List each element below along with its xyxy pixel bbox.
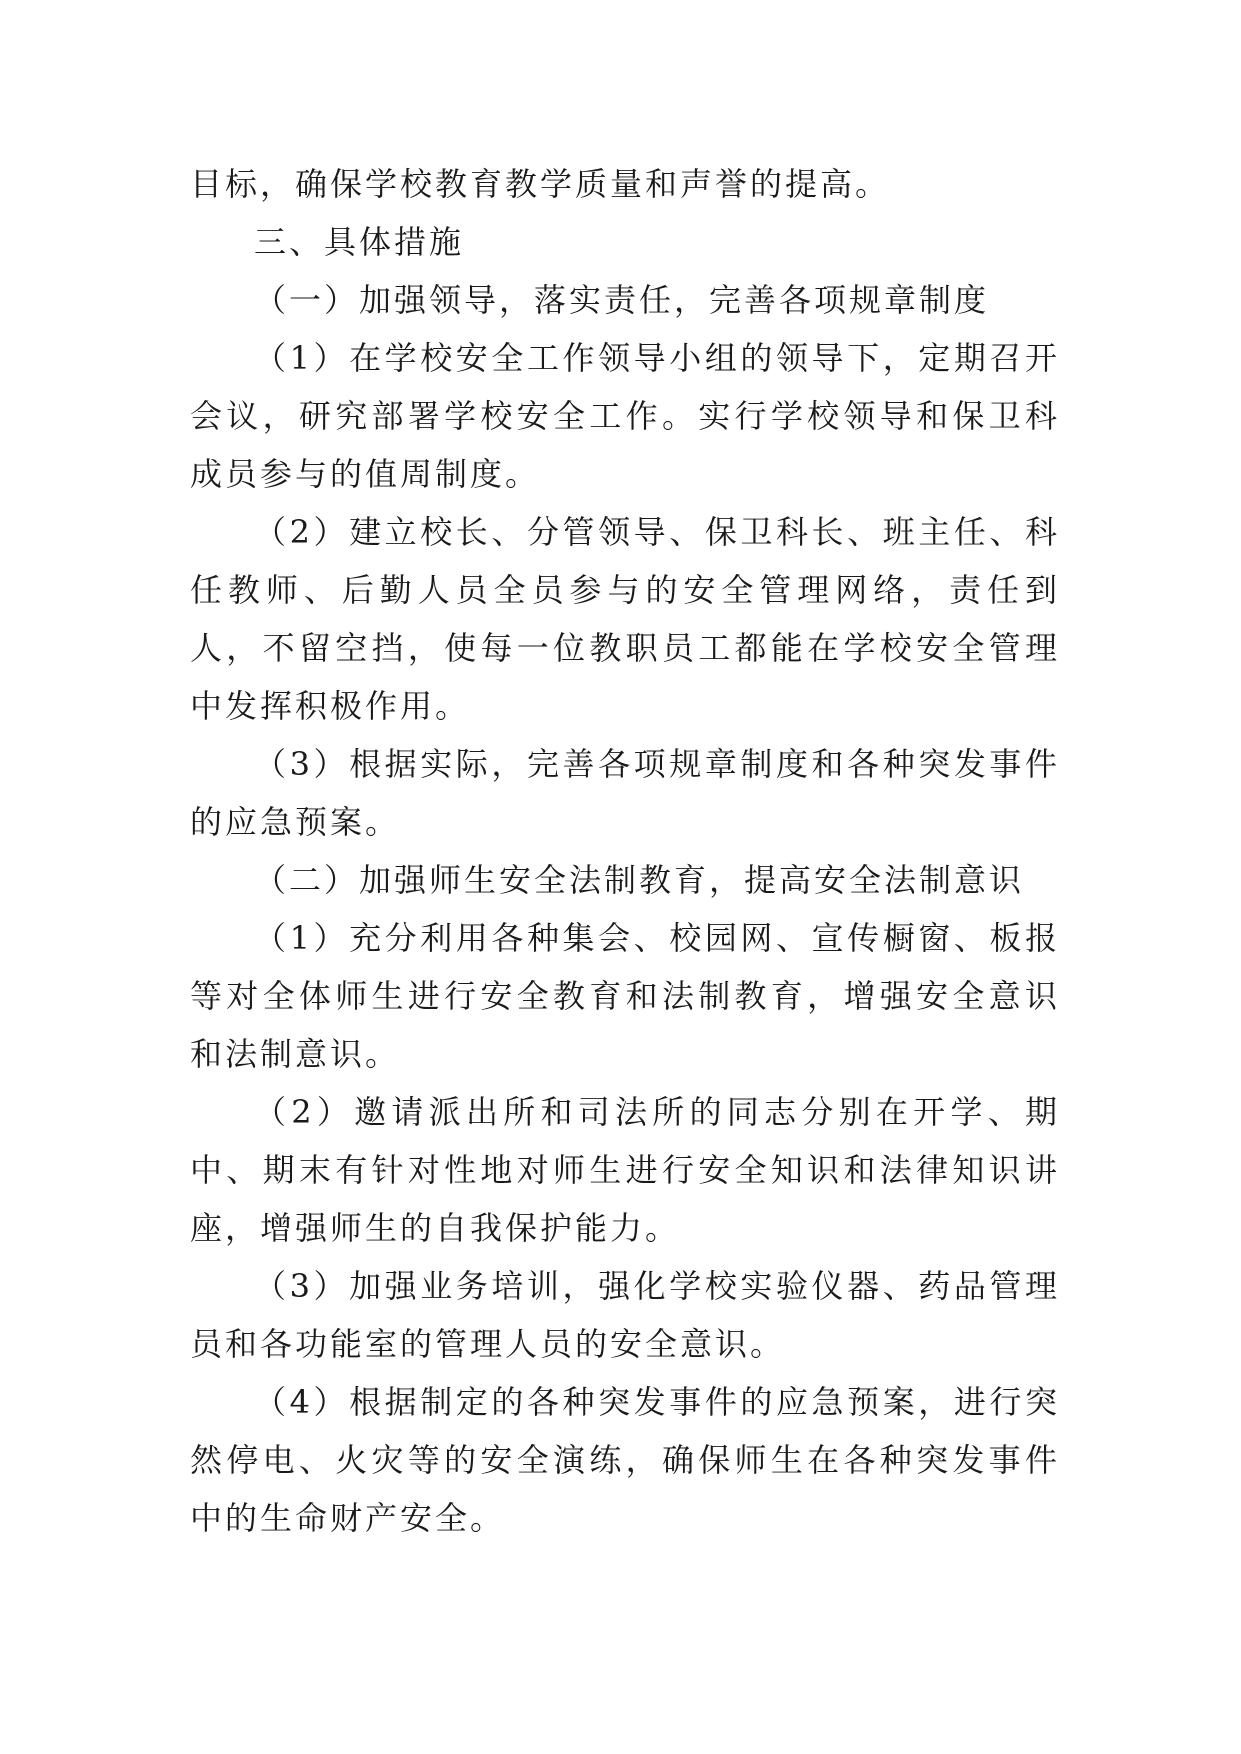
section-heading-measures: 三、具体措施 [254, 223, 465, 261]
paragraph-1-3: （3）根据实际，完善各项规章制度和各种突发事件的应急预案。 [190, 745, 1060, 841]
paragraph-2-3: （3）加强业务培训，强化学校实验仪器、药品管理员和各功能室的管理人员的安全意识。 [190, 1267, 1060, 1363]
paragraph-1-2: （2）建立校长、分管领导、保卫科长、班主任、科任教师、后勤人员全员参与的安全管理网络，责任到人，不留空挡，使每一位教职员工都能在学校安全管理中发挥积极作用。 [190, 513, 1060, 725]
paragraph-2-4: （4）根据制定的各种突发事件的应急预案，进行突然停电、火灾等的安全演练，确保师生在各种突发事件中的生命财产安全。 [190, 1383, 1060, 1537]
paragraph-2-2: （2）邀请派出所和司法所的同志分别在开学、期中、期末有针对性地对师生进行安全知识和法律知识讲座，增强师生的自我保护能力。 [190, 1093, 1060, 1247]
continuation-paragraph: 目标，确保学校教育教学质量和声誉的提高。 [190, 165, 891, 203]
document-body [190, 155, 1060, 1547]
subsection-heading-1: （一）加强领导，落实责任，完善各项规章制度 [254, 281, 990, 319]
paragraph-1-1: （1）在学校安全工作领导小组的领导下，定期召开会议，研究部署学校安全工作。实行学校领导和保卫科成员参与的值周制度。 [190, 339, 1060, 493]
subsection-heading-2: （二）加强师生安全法制教育，提高安全法制意识 [254, 861, 1025, 899]
paragraph-2-1: （1）充分利用各种集会、校园网、宣传橱窗、板报等对全体师生进行安全教育和法制教育，增强安全意识和法制意识。 [190, 919, 1060, 1073]
